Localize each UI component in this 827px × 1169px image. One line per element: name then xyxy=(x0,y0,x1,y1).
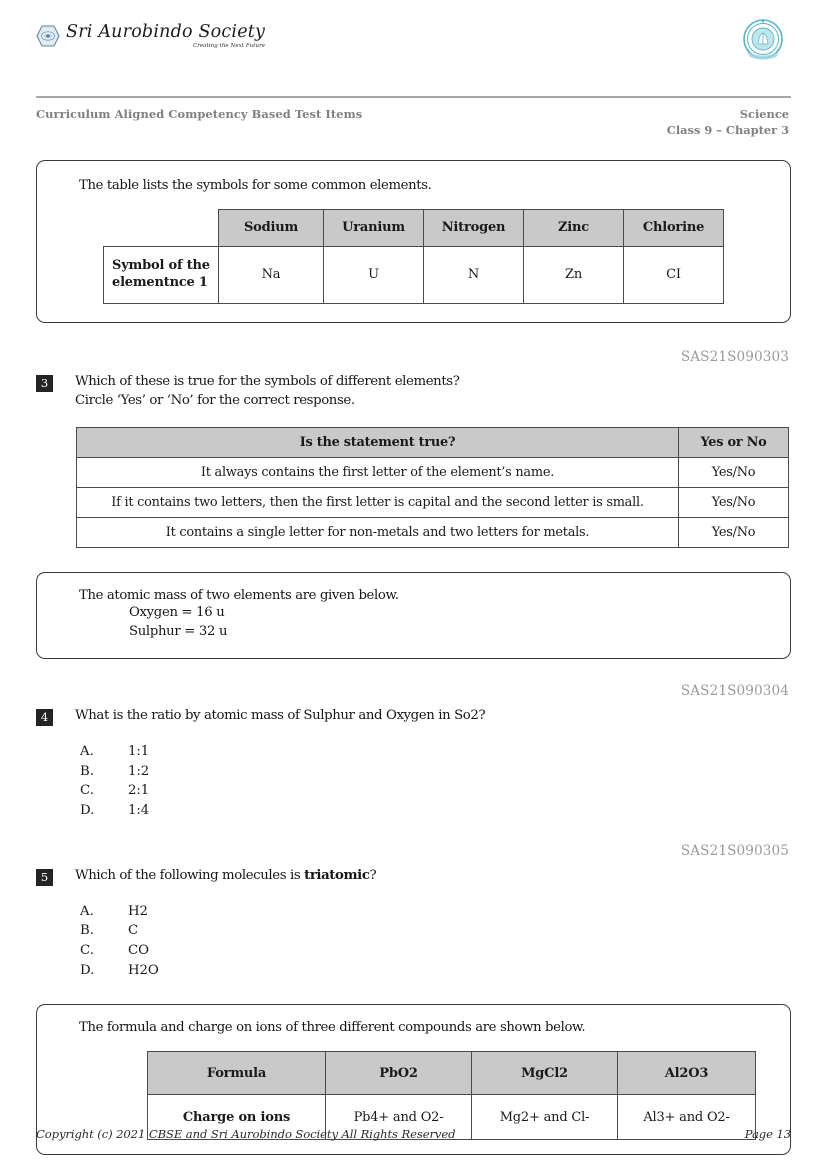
statement-text-3: It contains a single letter for non-metals and two letters for metals. xyxy=(77,517,679,547)
sas-logo-tagline: Creating the Next Future xyxy=(193,42,266,49)
option-b-label: B. xyxy=(80,923,94,939)
elements-symbol-table xyxy=(103,209,724,304)
row-label-charge-on-ions: Charge on ions xyxy=(148,1095,326,1140)
option-a[interactable] xyxy=(80,742,791,762)
option-c[interactable] xyxy=(80,781,791,801)
question-4-options xyxy=(80,742,791,821)
copyright-text: Copyright (c) 2021 CBSE and Sri Aurobindo Society All Rights Reserved xyxy=(36,1127,456,1141)
row-label-symbol: Symbol of the elementnce 1 xyxy=(104,246,219,303)
column-header-formula: Formula xyxy=(148,1052,326,1095)
table-corner-cell xyxy=(104,209,219,246)
option-c-value: 2:1 xyxy=(128,783,150,799)
table-row xyxy=(77,457,789,487)
question-3-row xyxy=(36,373,791,411)
option-b-value: 1:2 xyxy=(128,763,150,779)
column-header-uranium: Uranium xyxy=(324,209,424,246)
header-meta-bar xyxy=(36,98,791,152)
option-a-value: H2 xyxy=(128,903,148,919)
hexagon-emblem-icon xyxy=(36,25,60,47)
option-d-value: H2O xyxy=(128,962,159,978)
column-header-nitrogen: Nitrogen xyxy=(424,209,524,246)
option-b-label: B. xyxy=(80,763,94,779)
statement-text-1: It always contains the first letter of the element’s name. xyxy=(77,457,679,487)
sas-logo-text: Sri Aurobindo Society xyxy=(66,22,266,42)
question-5-number: 5 xyxy=(36,869,53,886)
yes-no-option-1[interactable]: Yes/No xyxy=(679,457,789,487)
page-footer xyxy=(36,1127,791,1141)
question-5-block xyxy=(36,843,791,981)
stimulus-box-elements-table xyxy=(36,160,791,323)
symbol-value-zinc: Zn xyxy=(524,246,624,303)
symbol-value-chlorine: CI xyxy=(624,246,724,303)
option-b-value: C xyxy=(128,923,139,939)
option-b[interactable] xyxy=(80,762,791,782)
question-4-number: 4 xyxy=(36,709,53,726)
option-a[interactable] xyxy=(80,902,791,922)
column-header-pbo2: PbO2 xyxy=(326,1052,472,1095)
stimulus-2-sulphur-mass: Sulphur = 32 u xyxy=(129,624,228,640)
option-c-value: CO xyxy=(128,942,149,958)
question-5-text xyxy=(75,867,376,886)
stimulus-3-text: The formula and charge on ions of three different compounds are shown below. xyxy=(79,1020,586,1036)
question-4-block xyxy=(36,683,791,821)
option-a-value: 1:1 xyxy=(128,743,150,759)
symbol-value-sodium: Na xyxy=(219,246,324,303)
stimulus-1-text: The table lists the symbols for some common elements. xyxy=(79,178,432,193)
column-header-chlorine: Chlorine xyxy=(624,209,724,246)
question-3-text-line1: Which of these is true for the symbols of different elements? xyxy=(75,373,460,389)
stimulus-2-oxygen-mass: Oxygen = 16 u xyxy=(129,605,225,621)
class-chapter: Class 9 – Chapter 3 xyxy=(666,123,789,138)
subject-and-class xyxy=(667,106,789,138)
option-d-label: D. xyxy=(80,802,95,818)
question-5-text-emphasis: triatomic xyxy=(304,867,370,883)
question-5-code: SAS21S090305 xyxy=(680,842,789,859)
table-row xyxy=(77,487,789,517)
stimulus-2-text: The atomic mass of two elements are given below. xyxy=(79,587,399,603)
column-header-zinc: Zinc xyxy=(524,209,624,246)
table-row xyxy=(77,517,789,547)
question-5-row xyxy=(36,867,791,886)
symbol-value-uranium: U xyxy=(324,246,424,303)
option-a-label: A. xyxy=(80,743,94,759)
table-header-row xyxy=(148,1052,756,1095)
table-header-row xyxy=(77,427,789,457)
column-header-mgcl2: MgCl2 xyxy=(472,1052,618,1095)
document-subtitle: Curriculum Aligned Competency Based Test Items xyxy=(36,107,363,121)
column-header-yes-or-no: Yes or No xyxy=(679,427,789,457)
question-3-text-line2: Circle ‘Yes’ or ‘No’ for the correct response. xyxy=(75,392,355,408)
sas-wordmark xyxy=(66,24,265,49)
table-row xyxy=(104,246,724,303)
question-5-options xyxy=(80,902,791,981)
yes-no-option-2[interactable]: Yes/No xyxy=(679,487,789,517)
option-c-label: C. xyxy=(80,783,94,799)
column-header-statement: Is the statement true? xyxy=(77,427,679,457)
option-a-label: A. xyxy=(80,903,94,919)
question-5-text-prefix: Which of the following molecules is xyxy=(75,867,305,883)
column-header-al2o3: Al2O3 xyxy=(618,1052,756,1095)
question-4-code: SAS21S090304 xyxy=(680,682,789,699)
question-5-text-suffix: ? xyxy=(369,867,377,883)
question-3-number: 3 xyxy=(36,375,53,392)
subject-name: Science xyxy=(739,107,789,121)
sri-aurobindo-society-logo xyxy=(36,24,265,49)
statement-truth-table xyxy=(76,427,789,548)
question-4-text: What is the ratio by atomic mass of Sulphur and Oxygen in So2? xyxy=(75,707,486,723)
page-number: Page 13 xyxy=(744,1127,791,1141)
cbse-logo-icon xyxy=(739,16,787,64)
charge-value-mgcl2: Mg2+ and Cl- xyxy=(472,1095,618,1140)
question-3-text xyxy=(75,373,459,411)
stimulus-box-atomic-mass xyxy=(36,572,791,659)
option-d[interactable] xyxy=(80,961,791,981)
charge-value-pbo2: Pb4+ and O2- xyxy=(326,1095,472,1140)
option-b[interactable] xyxy=(80,921,791,941)
option-c-label: C. xyxy=(80,942,94,958)
option-d-value: 1:4 xyxy=(128,802,150,818)
question-3-code: SAS21S090303 xyxy=(680,348,789,365)
yes-no-option-3[interactable]: Yes/No xyxy=(679,517,789,547)
question-4-row xyxy=(36,707,791,726)
symbol-value-nitrogen: N xyxy=(424,246,524,303)
question-3-block xyxy=(36,349,791,548)
column-header-sodium: Sodium xyxy=(219,209,324,246)
charge-value-al2o3: Al3+ and O2- xyxy=(618,1095,756,1140)
header-logo-bar xyxy=(36,0,791,86)
option-c[interactable] xyxy=(80,941,791,961)
option-d-label: D. xyxy=(80,962,95,978)
statement-text-2: If it contains two letters, then the first letter is capital and the second letter is small. xyxy=(77,487,679,517)
option-d[interactable] xyxy=(80,801,791,821)
table-header-row xyxy=(104,209,724,246)
